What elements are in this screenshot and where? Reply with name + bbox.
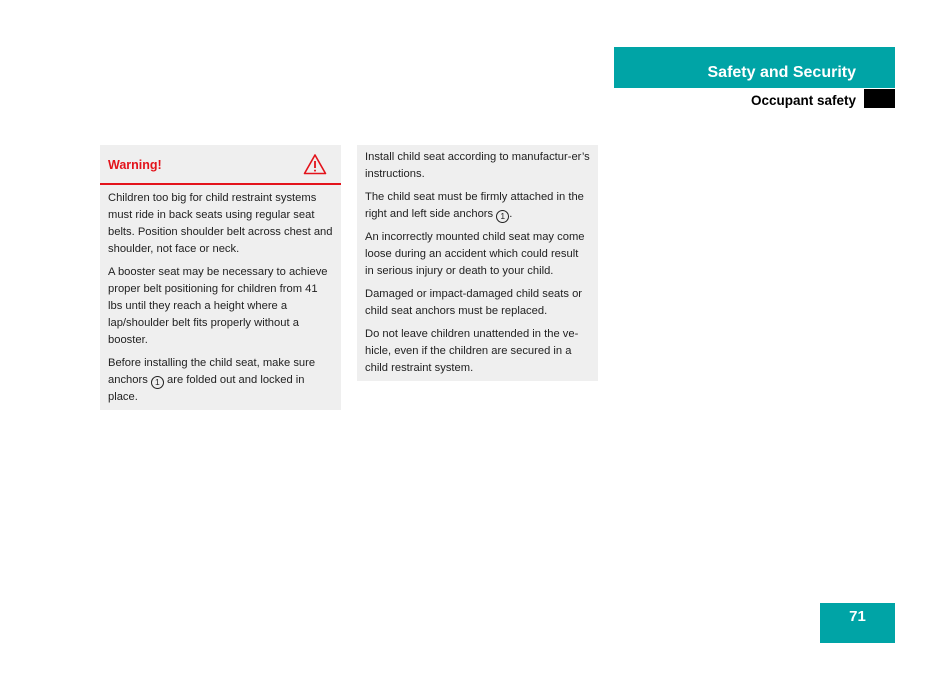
text: . [509, 208, 513, 220]
text: Before installing the child seat, make sure anchors [108, 357, 316, 386]
info-box [357, 145, 598, 381]
warning-paragraph: A booster seat may be necessary to achieve proper belt positioning for children from 41 lbs until they reach a height where a lap/shoulder belt fits properly without a booster. [108, 266, 328, 346]
text: The child seat must be firmly attached in the right and left side anchors [365, 191, 584, 220]
info-paragraph: Do not leave children unattended in the ve-hicle, even if the children are secured in a child restraint system. [365, 328, 579, 374]
warning-box [100, 145, 341, 410]
anchor-marker: 1 [151, 376, 164, 389]
anchor-marker: 1 [496, 210, 509, 223]
warning-triangle-icon [303, 153, 327, 175]
info-paragraph: An incorrectly mounted child seat may come loose during an accident which could result in serious injury or death to your child. [365, 231, 585, 277]
warning-paragraph [108, 355, 333, 406]
page-number: 71 [849, 608, 866, 625]
warning-header [100, 145, 341, 185]
info-paragraph: Damaged or impact-damaged child seats or child seat anchors must be replaced. [365, 288, 583, 317]
info-paragraph: Install child seat according to manufactur-er’s instructions. [365, 151, 590, 180]
section-marker [864, 89, 895, 108]
page-number-box [820, 603, 895, 643]
section-header [614, 47, 895, 88]
info-paragraph [365, 189, 590, 223]
subsection-title: Occupant safety [750, 93, 856, 108]
text: are folded out and locked in place. [108, 374, 305, 403]
section-title: Safety and Security [707, 64, 856, 81]
warning-paragraph: Children too big for child restraint systems must ride in back seats using regular seat belts. Position shoulder belt across chest and shoulder, not face or neck. [108, 192, 333, 255]
warning-title: Warning! [108, 158, 162, 172]
